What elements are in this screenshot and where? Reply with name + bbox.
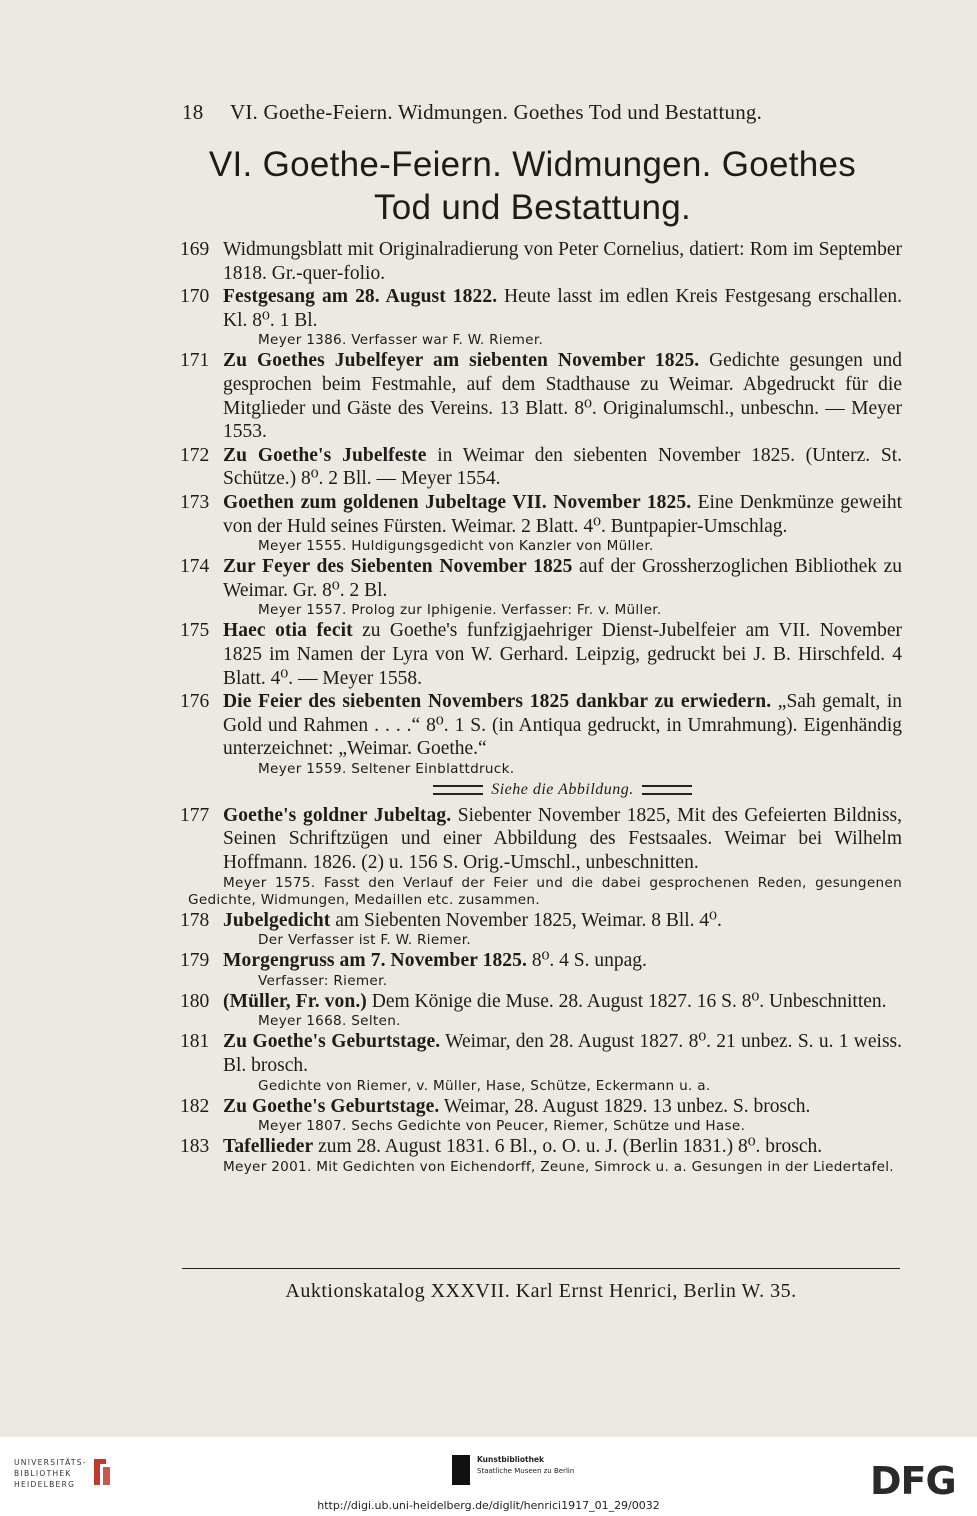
catalog-entry	[180, 285, 902, 349]
catalog-entry	[180, 619, 902, 690]
entry-description: in Weimar den siebenten November 1825. (Unterz. St. Schütze.) 8⁰. 2 Bll. — Meyer 1554.	[223, 444, 902, 490]
catalog-entry	[180, 491, 902, 555]
entry-note: Meyer 2001. Mit Gedichten von Eichendorff, Zeune, Simrock u. a. Gesungen in der Liedertafel.	[223, 1158, 894, 1175]
entry-note: Meyer 1555. Huldigungsgedicht von Kanzler von Müller.	[258, 538, 654, 555]
entry-title: Zu Goethe's Jubelfeste	[223, 444, 427, 466]
entry-description: Weimar, 28. August 1829. 13 unbez. S. brosch.	[439, 1095, 811, 1117]
entry-body	[223, 804, 902, 875]
entry-number: 173	[180, 491, 210, 513]
entry-description: auf der Grossherzoglichen Bibliothek zu Weimar. Gr. 8⁰. 2 Bl.	[223, 556, 902, 601]
page-number: 18	[182, 100, 204, 124]
entry-body	[223, 444, 902, 491]
catalog-entry	[180, 949, 902, 990]
entry-title: Die Feier des siebenten Novembers 1825 dankbar zu erwiedern.	[223, 691, 772, 713]
entry-body	[223, 690, 902, 761]
entry-title: Tafellieder	[223, 1136, 314, 1158]
entry-number: 177	[180, 804, 210, 826]
entry-note: Meyer 1559. Seltener Einblattdruck.	[258, 760, 515, 777]
catalog-entry	[180, 349, 902, 443]
university-line: UNIVERSITÄTS-	[14, 1458, 87, 1467]
entry-description: Eine Denkmünze geweiht von der Huld seines Fürsten. Weimar. 2 Blatt. 4⁰. Buntpapier-Umschlag.	[223, 491, 902, 537]
running-head-title: VI. Goethe-Feiern. Widmungen. Goethes Tod und Bestattung.	[230, 100, 763, 124]
university-emblem-icon	[92, 1455, 112, 1489]
entry-number: 171	[180, 350, 210, 372]
entry-body	[223, 285, 902, 332]
entry-body	[223, 909, 902, 933]
entry-title: Zu Goethes Jubelfeyer am siebenten November 1825.	[223, 350, 700, 372]
entry-description: Weimar, den 28. August 1827. 8⁰. 21 unbez. S. u. 1 weiss. Bl. brosch.	[223, 1031, 902, 1077]
entry-number: 176	[180, 691, 210, 713]
entry-title: Zur Feyer des Siebenten November 1825	[223, 556, 573, 578]
entry-title: (Müller, Fr. von.)	[223, 990, 367, 1012]
university-library-logo[interactable]	[14, 1457, 87, 1490]
entry-number: 181	[180, 1031, 210, 1053]
entry-note: Verfasser: Riemer.	[258, 972, 388, 989]
entry-note: Gedichte von Riemer, v. Müller, Hase, Schütze, Eckermann u. a.	[258, 1077, 711, 1094]
entry-number: 182	[180, 1095, 210, 1117]
entry-body	[223, 1095, 902, 1119]
entry-title: Haec otia fecit	[223, 620, 353, 642]
entry-number: 179	[180, 950, 210, 972]
partner-title: Kunstbibliothek	[477, 1455, 545, 1464]
entry-description: Widmungsblatt mit Originalradierung von Peter Cornelius, datiert: Rom im September 1818. Gr.-quer-folio.	[223, 239, 902, 284]
entry-number: 180	[180, 990, 210, 1012]
catalog-entry	[180, 909, 902, 950]
entry-title: Festgesang am 28. August 1822.	[223, 286, 498, 308]
page-url[interactable]: http://digi.ub.uni-heidelberg.de/diglit/henrici1917_01_29/0032	[317, 1499, 660, 1512]
catalog-page	[160, 0, 905, 1437]
entry-number: 169	[180, 239, 210, 260]
illustration-reference	[180, 780, 902, 800]
partner-subtitle: Staatliche Museen zu Berlin	[477, 1467, 575, 1475]
entry-description: „Sah gemalt, in Gold und Rahmen . . . .“ 8⁰. 1 S. (in Antiqua gedruckt, in Umrahmung). Eigenhändig unterzeichnet: „Weimar. Goethe.“	[223, 691, 902, 760]
entry-body	[223, 949, 902, 973]
catalog-entry	[180, 804, 902, 909]
entry-description: Heute lasst im edlen Kreis Festgesang erschallen. Kl. 8⁰. 1 Bl.	[223, 286, 902, 331]
entry-body	[223, 1135, 902, 1159]
entry-description: zum 28. August 1831. 6 Bl., o. O. u. J. (Berlin 1831.) 8⁰. brosch.	[313, 1136, 823, 1158]
entry-title: Jubelgedicht	[223, 909, 331, 931]
entry-body	[223, 1030, 902, 1077]
entry-description: Siebenter November 1825, Mit des Gefeierten Bildniss, Seinen Schriftzügen und einer Abbildung des Festsaales. Weimar bei Wilhelm Hoffmann. 1826. (2) u. 156 S. Orig.-Umschl., unbeschnitten.	[223, 804, 902, 874]
entry-title: Zu Goethe's Geburtstage.	[223, 1095, 440, 1117]
entry-number: 178	[180, 909, 210, 931]
catalog-entry	[180, 690, 902, 778]
entry-title: Morgengruss am 7. November 1825.	[223, 950, 527, 972]
entry-note: Meyer 1386. Verfasser war F. W. Riemer.	[258, 332, 544, 349]
entry-body	[223, 619, 902, 690]
viewer-footer-bar	[0, 1437, 977, 1516]
catalog-entry	[180, 1030, 902, 1094]
entry-note: Meyer 1668. Selten.	[258, 1013, 401, 1030]
catalog-entry	[180, 238, 902, 285]
catalog-entry	[180, 990, 902, 1031]
catalog-entry	[180, 1135, 902, 1176]
catalog-entry	[180, 555, 902, 619]
catalog-entry	[180, 1095, 902, 1136]
entry-description: am Siebenten November 1825, Weimar. 8 Bll. 4⁰.	[330, 909, 722, 931]
entry-title: Goethen zum goldenen Jubeltage VII. November 1825.	[223, 491, 692, 513]
entry-list	[180, 238, 902, 1176]
entry-note: Meyer 1557. Prolog zur Iphigenie. Verfasser: Fr. v. Müller.	[258, 602, 662, 619]
entry-body	[223, 238, 902, 285]
section-title-line-1: VI. Goethe-Feiern. Widmungen. Goethes	[208, 145, 857, 184]
funder-logo[interactable]: DFG	[870, 1459, 956, 1503]
university-line: HEIDELBERG	[14, 1480, 76, 1489]
entry-description: Dem Könige die Muse. 28. August 1827. 16 S. 8⁰. Unbeschnitten.	[366, 990, 887, 1012]
double-rule	[642, 785, 692, 795]
entry-title: Zu Goethe's Geburtstage.	[223, 1031, 441, 1053]
entry-note: Meyer 1807. Sechs Gedichte von Peucer, Riemer, Schütze und Hase.	[258, 1118, 746, 1135]
entry-body	[223, 990, 902, 1014]
catalog-footer: Auktionskatalog XXXVII. Karl Ernst Henrici, Berlin W. 35.	[285, 1280, 797, 1302]
footer-rule	[182, 1268, 900, 1269]
double-rule	[433, 785, 483, 795]
entry-note: Der Verfasser ist F. W. Riemer.	[258, 932, 471, 949]
university-line: BIBLIOTHEK	[14, 1469, 72, 1478]
entry-body	[223, 491, 902, 538]
partner-mark-icon	[452, 1455, 470, 1485]
running-head	[182, 100, 902, 125]
illustration-text: Siehe die Abbildung.	[491, 780, 634, 798]
entry-number: 170	[180, 286, 210, 308]
section-title-line-2: Tod und Bestattung.	[373, 188, 692, 227]
entry-title: Goethe's goldner Jubeltag.	[223, 804, 452, 826]
catalog-entry	[180, 444, 902, 491]
entry-description: Gedichte gesungen und gesprochen beim Festmahle, auf dem Stadthause zu Weimar. Abgedruckt für die Mitglieder und Gäste des Vereins. 13 Blatt. 8⁰. Originalumschl., unbeschn. — Meyer 1553.	[223, 350, 902, 443]
entry-number: 175	[180, 620, 210, 642]
section-title	[160, 143, 905, 229]
entry-number: 183	[180, 1136, 210, 1158]
entry-description: zu Goethe's funfzigjaehriger Dienst-Jubelfeier am VII. November 1825 im Namen der Lyra von W. Gerhard. Leipzig, gedruckt bei J. B. Hirschfeld. 4 Blatt. 4⁰. — Meyer 1558.	[223, 620, 902, 689]
entry-note: Meyer 1575. Fasst den Verlauf der Feier und die dabei gesprochenen Reden, gesungenen Gedichte, Widmungen, Medaillen etc. zusammen.	[188, 874, 902, 908]
entry-body	[223, 555, 902, 602]
entry-body	[223, 349, 902, 443]
entry-number: 174	[180, 556, 210, 578]
entry-number: 172	[180, 444, 210, 466]
entry-description: 8⁰. 4 S. unpag.	[526, 950, 647, 972]
